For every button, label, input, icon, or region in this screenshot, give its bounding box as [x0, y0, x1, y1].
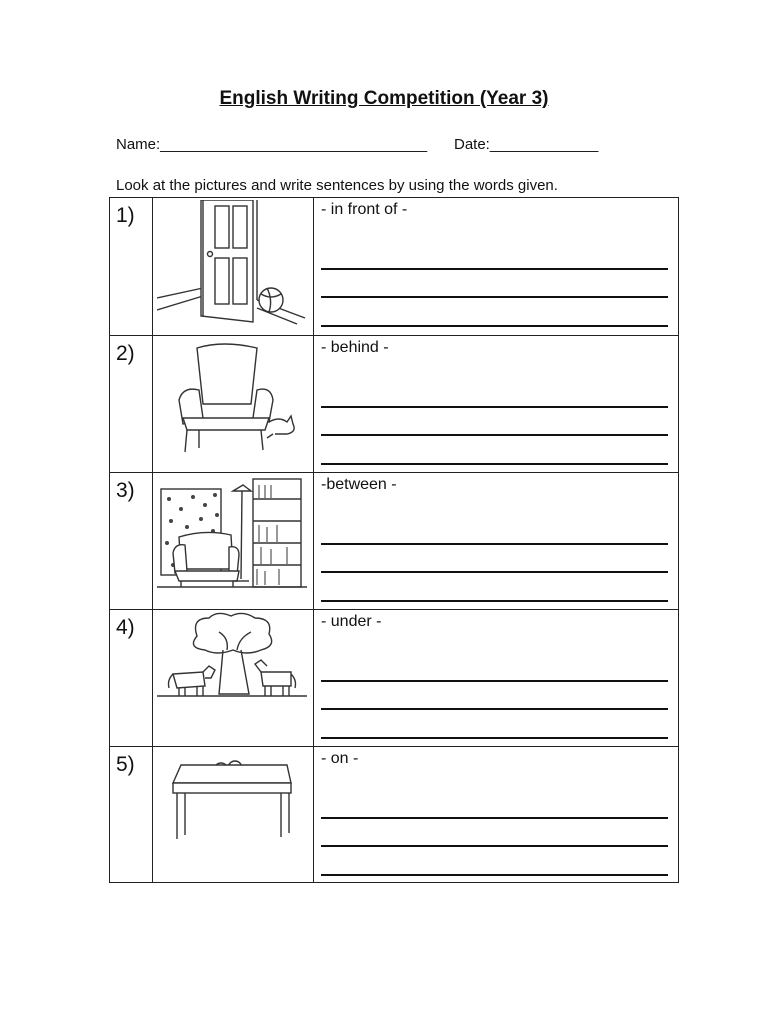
- exercise-picture-cell: [153, 473, 314, 609]
- prompt-word: - behind -: [321, 339, 389, 356]
- exercise-number: 4): [110, 610, 153, 746]
- writing-line[interactable]: [321, 817, 668, 819]
- exercise-row-2: [110, 335, 678, 472]
- exercise-picture-cell: [153, 198, 314, 335]
- eggs-on-table-icon: [157, 749, 309, 881]
- writing-line[interactable]: [321, 325, 668, 327]
- date-field[interactable]: Date:_____________: [454, 136, 599, 153]
- exercise-number: 3): [110, 473, 153, 609]
- writing-line[interactable]: [321, 268, 668, 270]
- writing-line[interactable]: [321, 680, 668, 682]
- writing-line[interactable]: [321, 737, 668, 739]
- prompt-word: - in front of -: [321, 201, 408, 218]
- exercise-number: 5): [110, 747, 153, 883]
- exercise-row-3: [110, 472, 678, 609]
- exercise-row-5: [110, 746, 678, 883]
- armchair-lamp-bookshelf-icon: [157, 475, 309, 607]
- writing-line[interactable]: [321, 543, 668, 545]
- exercise-number: 1): [110, 198, 153, 335]
- exercise-number: 2): [110, 336, 153, 472]
- cows-under-tree-icon: [157, 612, 309, 744]
- writing-line[interactable]: [321, 874, 668, 876]
- writing-area: [314, 747, 678, 883]
- prompt-word: - on -: [321, 750, 359, 767]
- writing-area: [314, 473, 678, 609]
- writing-line[interactable]: [321, 434, 668, 436]
- exercise-row-1: [110, 198, 678, 335]
- exercise-picture-cell: [153, 747, 314, 883]
- writing-line[interactable]: [321, 708, 668, 710]
- writing-line[interactable]: [321, 571, 668, 573]
- writing-line[interactable]: [321, 296, 668, 298]
- writing-line[interactable]: [321, 406, 668, 408]
- name-field[interactable]: Name:________________________________: [116, 136, 428, 153]
- prompt-word: - under -: [321, 613, 382, 630]
- writing-area: [314, 336, 678, 472]
- writing-line[interactable]: [321, 845, 668, 847]
- writing-area: [314, 198, 678, 335]
- door-and-ball-icon: [157, 200, 309, 332]
- exercise-row-4: [110, 609, 678, 746]
- writing-area: [314, 610, 678, 746]
- writing-line[interactable]: [321, 463, 668, 465]
- worksheet-title: English Writing Competition (Year 3): [219, 88, 549, 109]
- writing-line[interactable]: [321, 600, 668, 602]
- exercise-picture-cell: [153, 336, 314, 472]
- instructions: Look at the pictures and write sentences by using the words given.: [116, 177, 558, 194]
- exercise-picture-cell: [153, 610, 314, 746]
- prompt-word: -between -: [321, 476, 397, 493]
- exercise-table: [109, 197, 679, 883]
- armchair-and-cat-icon: [157, 338, 309, 470]
